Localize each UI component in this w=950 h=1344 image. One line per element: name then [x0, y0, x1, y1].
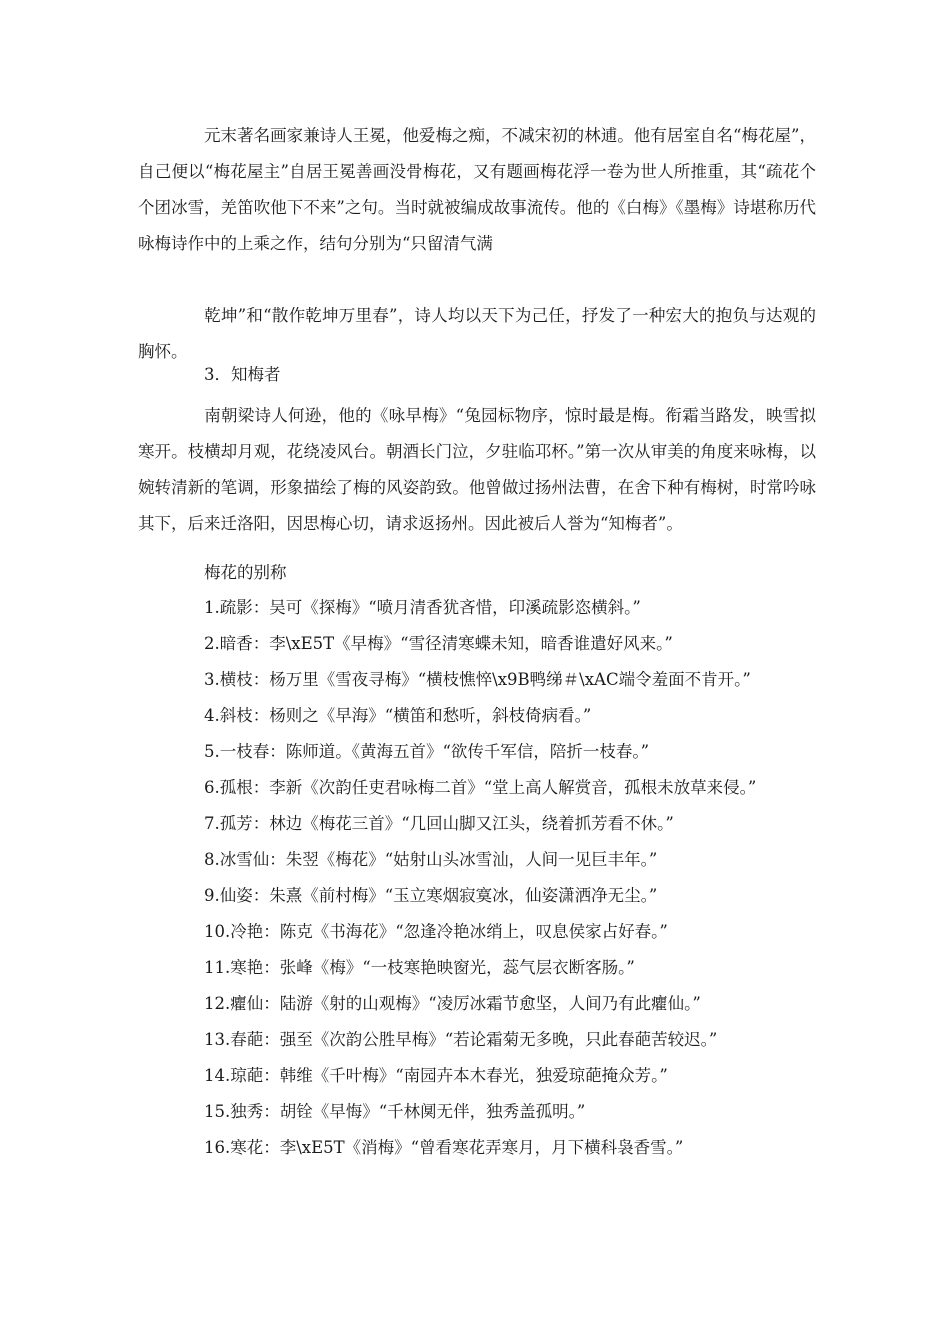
list-item: 15.独秀：胡铨《早悔》“千林阒无伴，独秀盖孤明。” — [204, 1102, 586, 1121]
list-item: 12.癯仙：陆游《射的山观梅》“凌厉冰霜节愈坚，人间乃有此癯仙。” — [204, 994, 701, 1013]
list-item: 5.一枝春：陈师道。《黄海五首》“欲传千军信，陪折一枝春。” — [204, 742, 650, 761]
list-item: 14.琼葩：韩维《千叶梅》“南园卉本木春光，独爱琼葩掩众芳。” — [204, 1066, 668, 1085]
paragraph-wang-mian — [138, 118, 816, 262]
list-item: 7.孤芳：林边《梅花三首》“几回山脚又江头，绕着抓芳看不休。” — [204, 814, 674, 833]
section-heading-aliases: 梅花的别称 — [204, 563, 287, 582]
list-item: 11.寒艳：张峰《梅》“一枝寒艳映窗光，蕊气层衣断客肠。” — [204, 958, 635, 977]
list-item: 2.暗香：李\xE5T《早梅》“雪径清寒蝶未知，暗香谁遣好风来。” — [204, 634, 673, 653]
list-item: 9.仙姿：朱熹《前村梅》“玉立寒烟寂寞冰，仙姿潇洒净无尘。” — [204, 886, 658, 905]
paragraph-qiankun-text: 乾坤”和“散作乾坤万里春”，诗人均以天下为己任，抒发了一种宏大的抱负与达观的胸怀。 — [138, 306, 816, 361]
list-item: 1.疏影：吴可《探梅》“喷月清香犹吝惜，印溪疏影恣横斜。” — [204, 598, 641, 617]
list-item: 6.孤根：李新《次韵任吏君咏梅二首》“堂上高人解赏音，孤根未放草来侵。” — [204, 778, 757, 797]
paragraph-he-xun-text: 南朝梁诗人何逊，他的《咏早梅》“兔园标物序，惊时最是梅。衔霜当路发，映雪拟寒开。枝横却月观，花绕凌风台。朝酒长门泣，夕驻临邛杯。”第一次从审美的角度来咏梅，以婉转清新的笔调，形象描绘了梅的风姿韵致。他曾做过扬州法曹，在舍下种有梅树，时常吟咏其下，后来迁洛阳，因思梅心切，请求返扬州。因此被后人誉为“知梅者”。 — [138, 406, 816, 533]
paragraph-he-xun — [138, 398, 816, 542]
list-item: 3.横枝：杨万里《雪夜寻梅》“横枝憔悴\x9B鸭绨＃\xAC端令羞面不肯开。” — [204, 670, 751, 689]
paragraph-qiankun — [138, 298, 816, 370]
list-item: 4.斜枝：杨则之《早海》“横笛和愁听，斜枝倚病看。” — [204, 706, 592, 725]
list-item: 13.春葩：强至《次韵公胜早梅》“若论霜菊无多晚，只此春葩苦较迟。” — [204, 1030, 718, 1049]
paragraph-wang-mian-text: 元末著名画家兼诗人王冕，他爱梅之痴，不减宋初的林逋。他有居室自名“梅花屋”，自己便以“梅花屋主”自居王冕善画没骨梅花，又有题画梅花浮一卷为世人所推重，其“疏花个个团冰雪，羌笛吹他下不来”之句。当时就被编成故事流传。他的《白梅》《墨梅》诗堪称历代咏梅诗作中的上乘之作，结句分别为“只留清气满 — [138, 126, 816, 253]
list-item: 16.寒花：李\xE5T《消梅》“曾看寒花弄寒月，月下横科袅香雪。” — [204, 1138, 684, 1157]
list-item: 10.冷艳：陈克《书海花》“忽逢冷艳冰绡上，叹息侯家占好春。” — [204, 922, 668, 941]
section-heading-zhimeizhe: 3．知梅者 — [204, 365, 281, 384]
list-item: 8.冰雪仙：朱翌《梅花》“姑射山头冰雪汕，人间一见巨丰年。” — [204, 850, 658, 869]
